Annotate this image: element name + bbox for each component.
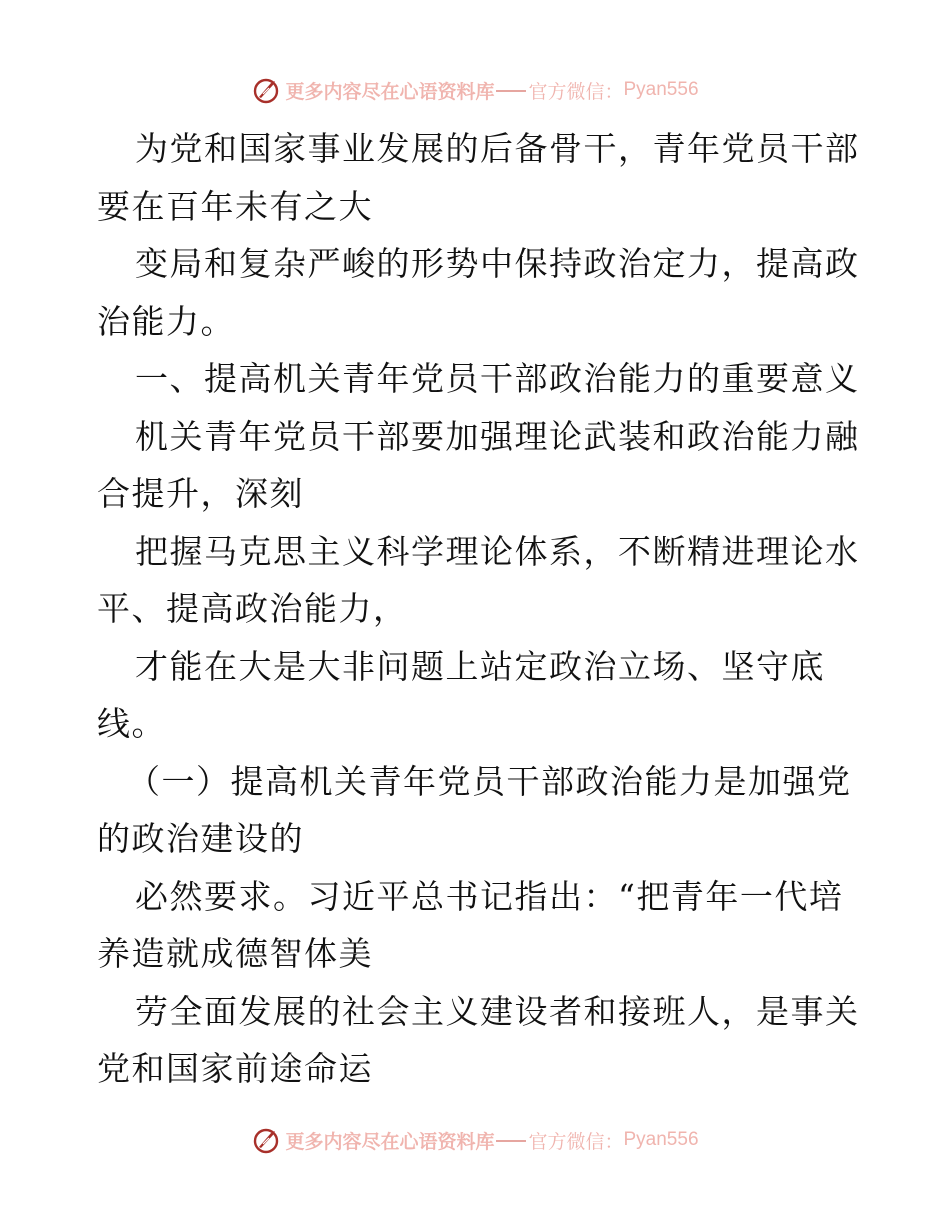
banner-wechat-label: 官方微信：	[528, 80, 624, 103]
document-body	[97, 120, 860, 1098]
body-line: 要在百年未有之大	[97, 186, 373, 226]
footer-watermark-banner	[0, 1120, 950, 1160]
banner-dash	[496, 1140, 526, 1142]
quill-circle-icon	[251, 1125, 281, 1155]
body-line: 必然要求。习近平总书记指出：“把青年一代培	[135, 876, 844, 916]
body-line: 变局和复杂严峻的形势中保持政治定力，提高政	[135, 244, 860, 283]
body-line: 治能力。	[97, 301, 235, 341]
body-line: 的政治建设的	[97, 819, 304, 858]
quill-circle-icon	[251, 75, 281, 105]
body-line: 合提升，深刻	[97, 474, 304, 513]
subsection-heading: （一）提高机关青年党员干部政治能力是加强党	[127, 761, 852, 801]
banner-site-text: 更多内容尽在心语资料库	[285, 1130, 495, 1153]
banner-wechat-id: Pyan556	[623, 79, 699, 100]
body-line: 劳全面发展的社会主义建设者和接班人，是事关	[135, 991, 860, 1031]
body-line: 党和国家前途命运	[97, 1049, 373, 1088]
body-line: 把握马克思主义科学理论体系，不断精进理论水	[135, 531, 860, 571]
section-heading: 一、提高机关青年党员干部政治能力的重要意义	[135, 359, 860, 398]
body-line: 为党和国家事业发展的后备骨干，青年党员干部	[135, 129, 860, 168]
body-line: 养造就成德智体美	[97, 934, 373, 973]
body-line: 机关青年党员干部要加强理论武装和政治能力融	[135, 416, 860, 456]
banner-wechat-label: 官方微信：	[528, 1130, 624, 1153]
header-watermark-banner	[0, 70, 950, 110]
body-line: 线。	[97, 704, 166, 743]
banner-dash	[496, 90, 526, 92]
banner-wechat-id: Pyan556	[623, 1129, 699, 1150]
banner-site-text: 更多内容尽在心语资料库	[285, 80, 495, 103]
body-line: 平、提高政治能力，	[97, 589, 408, 628]
body-line: 才能在大是大非问题上站定政治立场、坚守底	[135, 646, 825, 686]
